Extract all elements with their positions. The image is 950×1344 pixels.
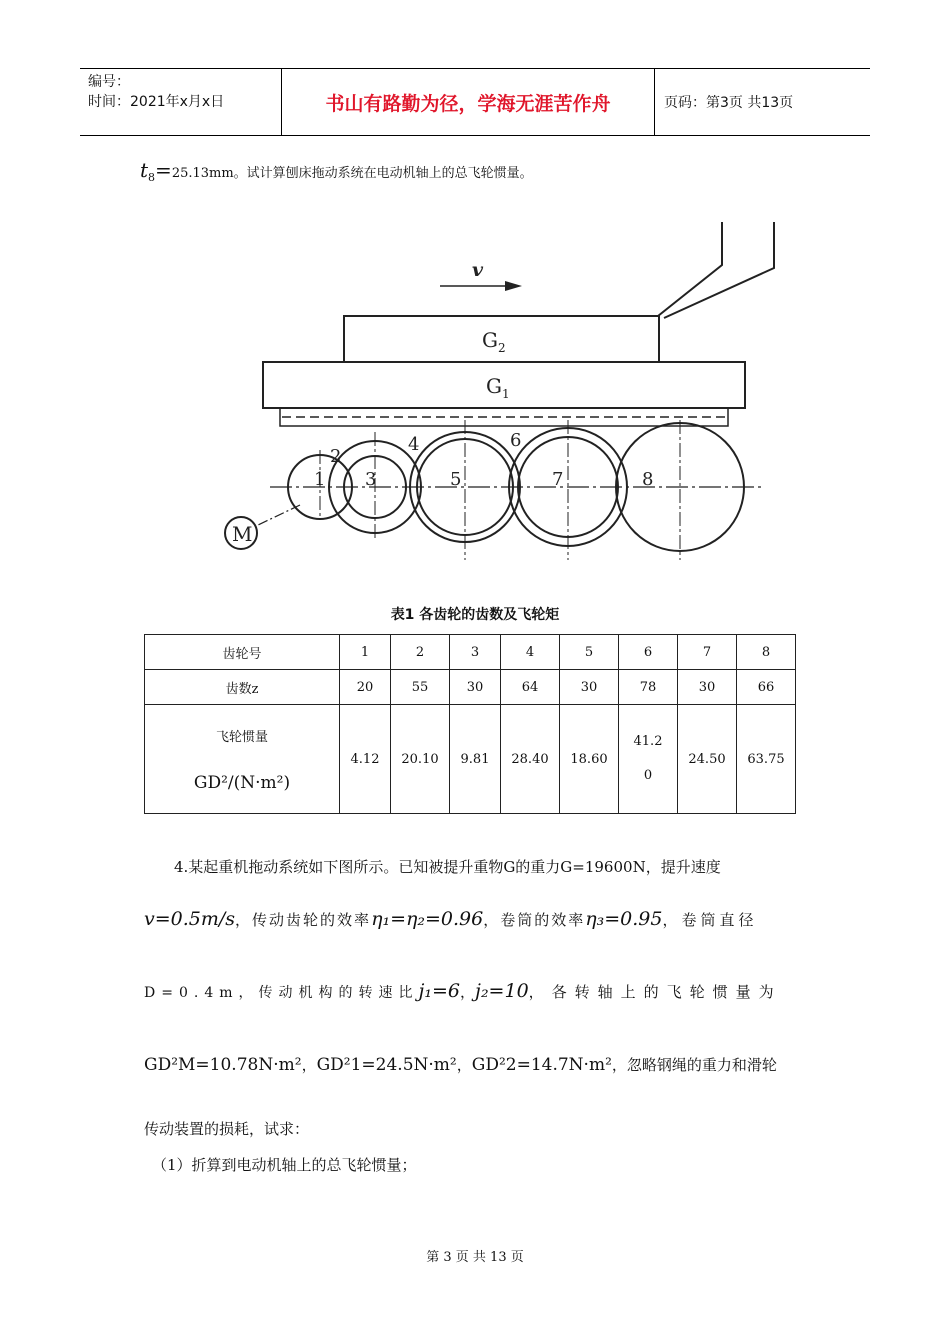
motor-label: M	[232, 522, 253, 546]
teeth-cell: 30	[560, 670, 619, 705]
inertia-unit: GD²/(N·m²)	[193, 772, 291, 793]
serial-label: 编号：	[88, 74, 130, 90]
gear-table	[144, 634, 796, 814]
gdm-formula: GD²M=10.78N·m²	[144, 1055, 302, 1075]
ratio2-formula: j₂=10	[475, 980, 529, 1002]
teeth-cell: 55	[391, 670, 450, 705]
gear-cell: 7	[678, 635, 737, 670]
gear-num-3: 3	[365, 469, 377, 490]
line4-sep2: ，	[456, 1056, 472, 1074]
gear-num-5: 5	[450, 469, 462, 490]
teeth-cell: 64	[501, 670, 560, 705]
intro-var: t	[140, 158, 149, 182]
teeth-cell: 66	[737, 670, 796, 705]
page-info: 页码：第3页 共13页	[664, 95, 794, 111]
gear-cell: 2	[391, 635, 450, 670]
speed-formula: v=0.5m/s	[144, 908, 236, 930]
line4-text: ，忽略钢绳的重力和滑轮	[611, 1056, 777, 1074]
page-footer: 第 3 页 共 13 页	[426, 1250, 524, 1265]
inertia-cell: 24.50	[678, 705, 737, 814]
problem4-line3	[144, 980, 782, 1002]
gear-num-7: 7	[552, 469, 564, 490]
gear-efficiency-formula: η₁=η₂=0.96	[371, 908, 484, 930]
gear-cell: 3	[450, 635, 501, 670]
line2-text1: ，传动齿轮的效率	[235, 911, 372, 929]
planer-gear-diagram	[0, 0, 950, 600]
gear-cell: 6	[619, 635, 678, 670]
line2-text3: ，卷筒直径	[662, 911, 758, 929]
time-label: 时间：2021年x月x日	[88, 94, 225, 110]
inertia-cell: 18.60	[560, 705, 619, 814]
gear-num-8: 8	[642, 469, 654, 490]
gear-cell: 4	[501, 635, 560, 670]
ratio1-formula: j₁=6	[418, 980, 461, 1002]
inertia-cell: 28.40	[501, 705, 560, 814]
problem4-line1: 4.某起重机拖动系统如下图所示。已知被提升重物G的重力G=19600N，提升速度	[174, 858, 721, 876]
table-row-teeth	[145, 670, 796, 705]
g1-label: $G_1$	[486, 374, 510, 401]
intro-eq: =	[155, 158, 172, 182]
inertia-cell: 9.81	[450, 705, 501, 814]
table-caption: 表1 各齿轮的齿数及飞轮矩	[390, 607, 560, 623]
g2-label: $G_2$	[482, 328, 506, 355]
line3-sep: ，	[460, 983, 476, 1001]
gear-num-6: 6	[510, 430, 522, 451]
line2-text2: ，卷筒的效率	[483, 911, 586, 929]
drum-efficiency-formula: η₃=0.95	[585, 908, 663, 930]
problem4-line6: （1）折算到电动机轴上的总飞轮惯量；	[152, 1156, 417, 1174]
intro-sub: 8	[148, 171, 156, 184]
inertia-cell: 20.10	[391, 705, 450, 814]
inertia-cell: 41.2 0	[619, 705, 678, 814]
table-row-inertia	[145, 705, 796, 814]
inertia-cell: 63.75	[737, 705, 796, 814]
problem4-line4	[144, 1054, 777, 1075]
gear-cell: 1	[340, 635, 391, 670]
problem4-line5: 传动装置的损耗，试求：	[144, 1120, 310, 1138]
problem4-line2	[144, 908, 757, 930]
teeth-cell: 78	[619, 670, 678, 705]
teeth-cell: 20	[340, 670, 391, 705]
gd1-formula: GD²1=24.5N·m²	[316, 1055, 457, 1075]
teeth-cell: 30	[450, 670, 501, 705]
line3-text2: ，各转轴上的飞轮惯量为	[528, 983, 782, 1001]
gd2-formula: GD²2=14.7N·m²	[471, 1055, 612, 1075]
gear-num-2: 2	[330, 446, 342, 467]
line4-sep1: ，	[301, 1056, 317, 1074]
inertia-label-cell	[145, 705, 340, 814]
intro-text: 25.13mm。试计算刨床拖动系统在电动机轴上的总飞轮惯量。	[171, 166, 533, 181]
teeth-cell: 30	[678, 670, 737, 705]
header-label-cell: 齿轮号	[145, 635, 340, 670]
velocity-label: v	[472, 259, 484, 281]
gear-num-4: 4	[408, 434, 420, 455]
header-motto: 书山有路勤为径，学海无涯苦作舟	[325, 92, 611, 115]
table-row-gear-no	[145, 635, 796, 670]
gear-num-1: 1	[314, 469, 326, 490]
gear-cell: 5	[560, 635, 619, 670]
inertia-cell: 4.12	[340, 705, 391, 814]
inertia-label: 飞轮惯量	[215, 729, 268, 745]
gear-cell: 8	[737, 635, 796, 670]
line3-text1: D=0.4m，传动机构的转速比	[144, 985, 419, 1001]
teeth-label-cell: 齿数z	[145, 670, 340, 705]
